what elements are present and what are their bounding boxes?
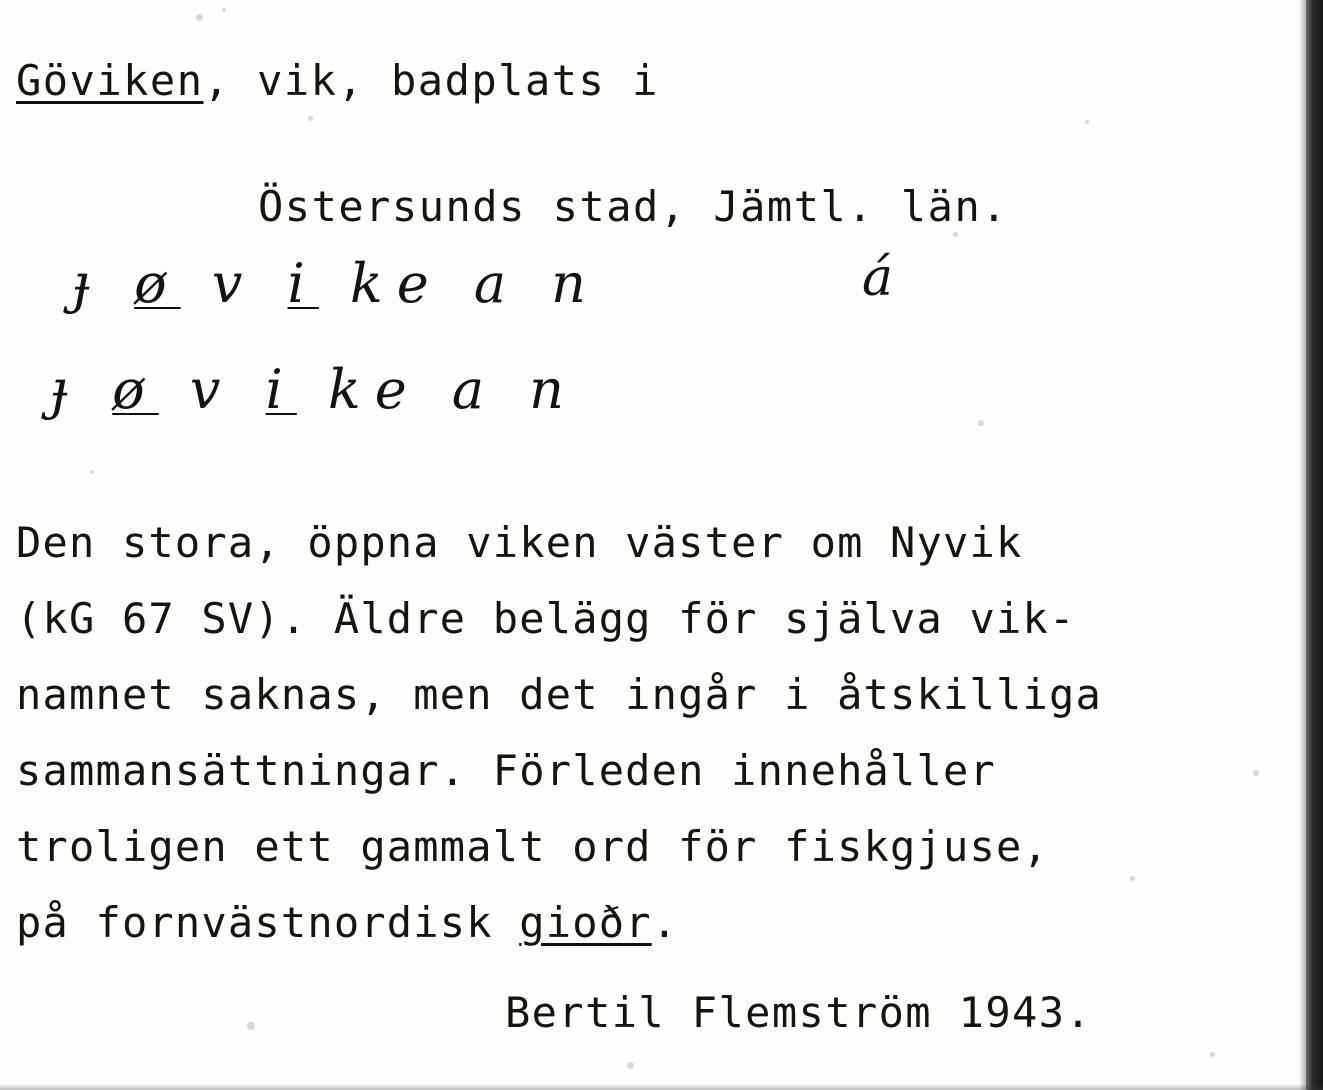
paper-speck <box>196 14 203 21</box>
phonetic-transcription-line-2: ɟ ø v i ke a n <box>50 358 578 421</box>
page-title <box>16 56 659 105</box>
paper-speck <box>1253 770 1259 776</box>
location-line: Östersunds stad, Jämtl. län. <box>258 182 1009 231</box>
paper-speck <box>90 470 94 474</box>
heading-rest: , vik, badplats i <box>203 56 659 105</box>
body-line-6-prefix: på fornvästnordisk <box>16 898 520 947</box>
phonetic-accent-mark: á <box>862 248 894 308</box>
scan-edge-bottom <box>0 1084 1323 1090</box>
paper-speck <box>308 116 313 121</box>
paper-speck <box>978 420 984 426</box>
body-line-2: (kG 67 SV). Äldre belägg för själva vik- <box>16 594 1076 643</box>
signature: Bertil Flemström 1943. <box>505 988 1093 1037</box>
body-line-4: sammansättningar. Förleden innehåller <box>16 746 996 795</box>
phonetic-transcription-line-1: ɟ ø v i ke a n <box>72 252 600 315</box>
paper-speck <box>1085 120 1089 124</box>
body-line-1: Den stora, öppna viken väster om Nyvik <box>16 518 1023 567</box>
body-line-6-suffix: . <box>651 898 679 947</box>
scan-edge-shadow <box>1299 0 1306 1090</box>
headword: Göviken <box>16 56 204 105</box>
body-text <box>16 505 1102 961</box>
paper-speck <box>953 232 958 237</box>
body-line-3: namnet saknas, men det ingår i åtskilliga <box>16 670 1102 719</box>
paper-speck <box>222 8 226 12</box>
paper-speck <box>247 1022 255 1030</box>
paper-speck <box>1130 876 1135 881</box>
paper-speck <box>627 1062 634 1069</box>
scan-edge-right <box>1306 0 1323 1090</box>
paper-speck <box>1210 1052 1215 1057</box>
body-line-5: troligen ett gammalt ord för fiskgjuse, <box>16 822 1049 871</box>
etymon-word: gioðr <box>519 898 652 947</box>
